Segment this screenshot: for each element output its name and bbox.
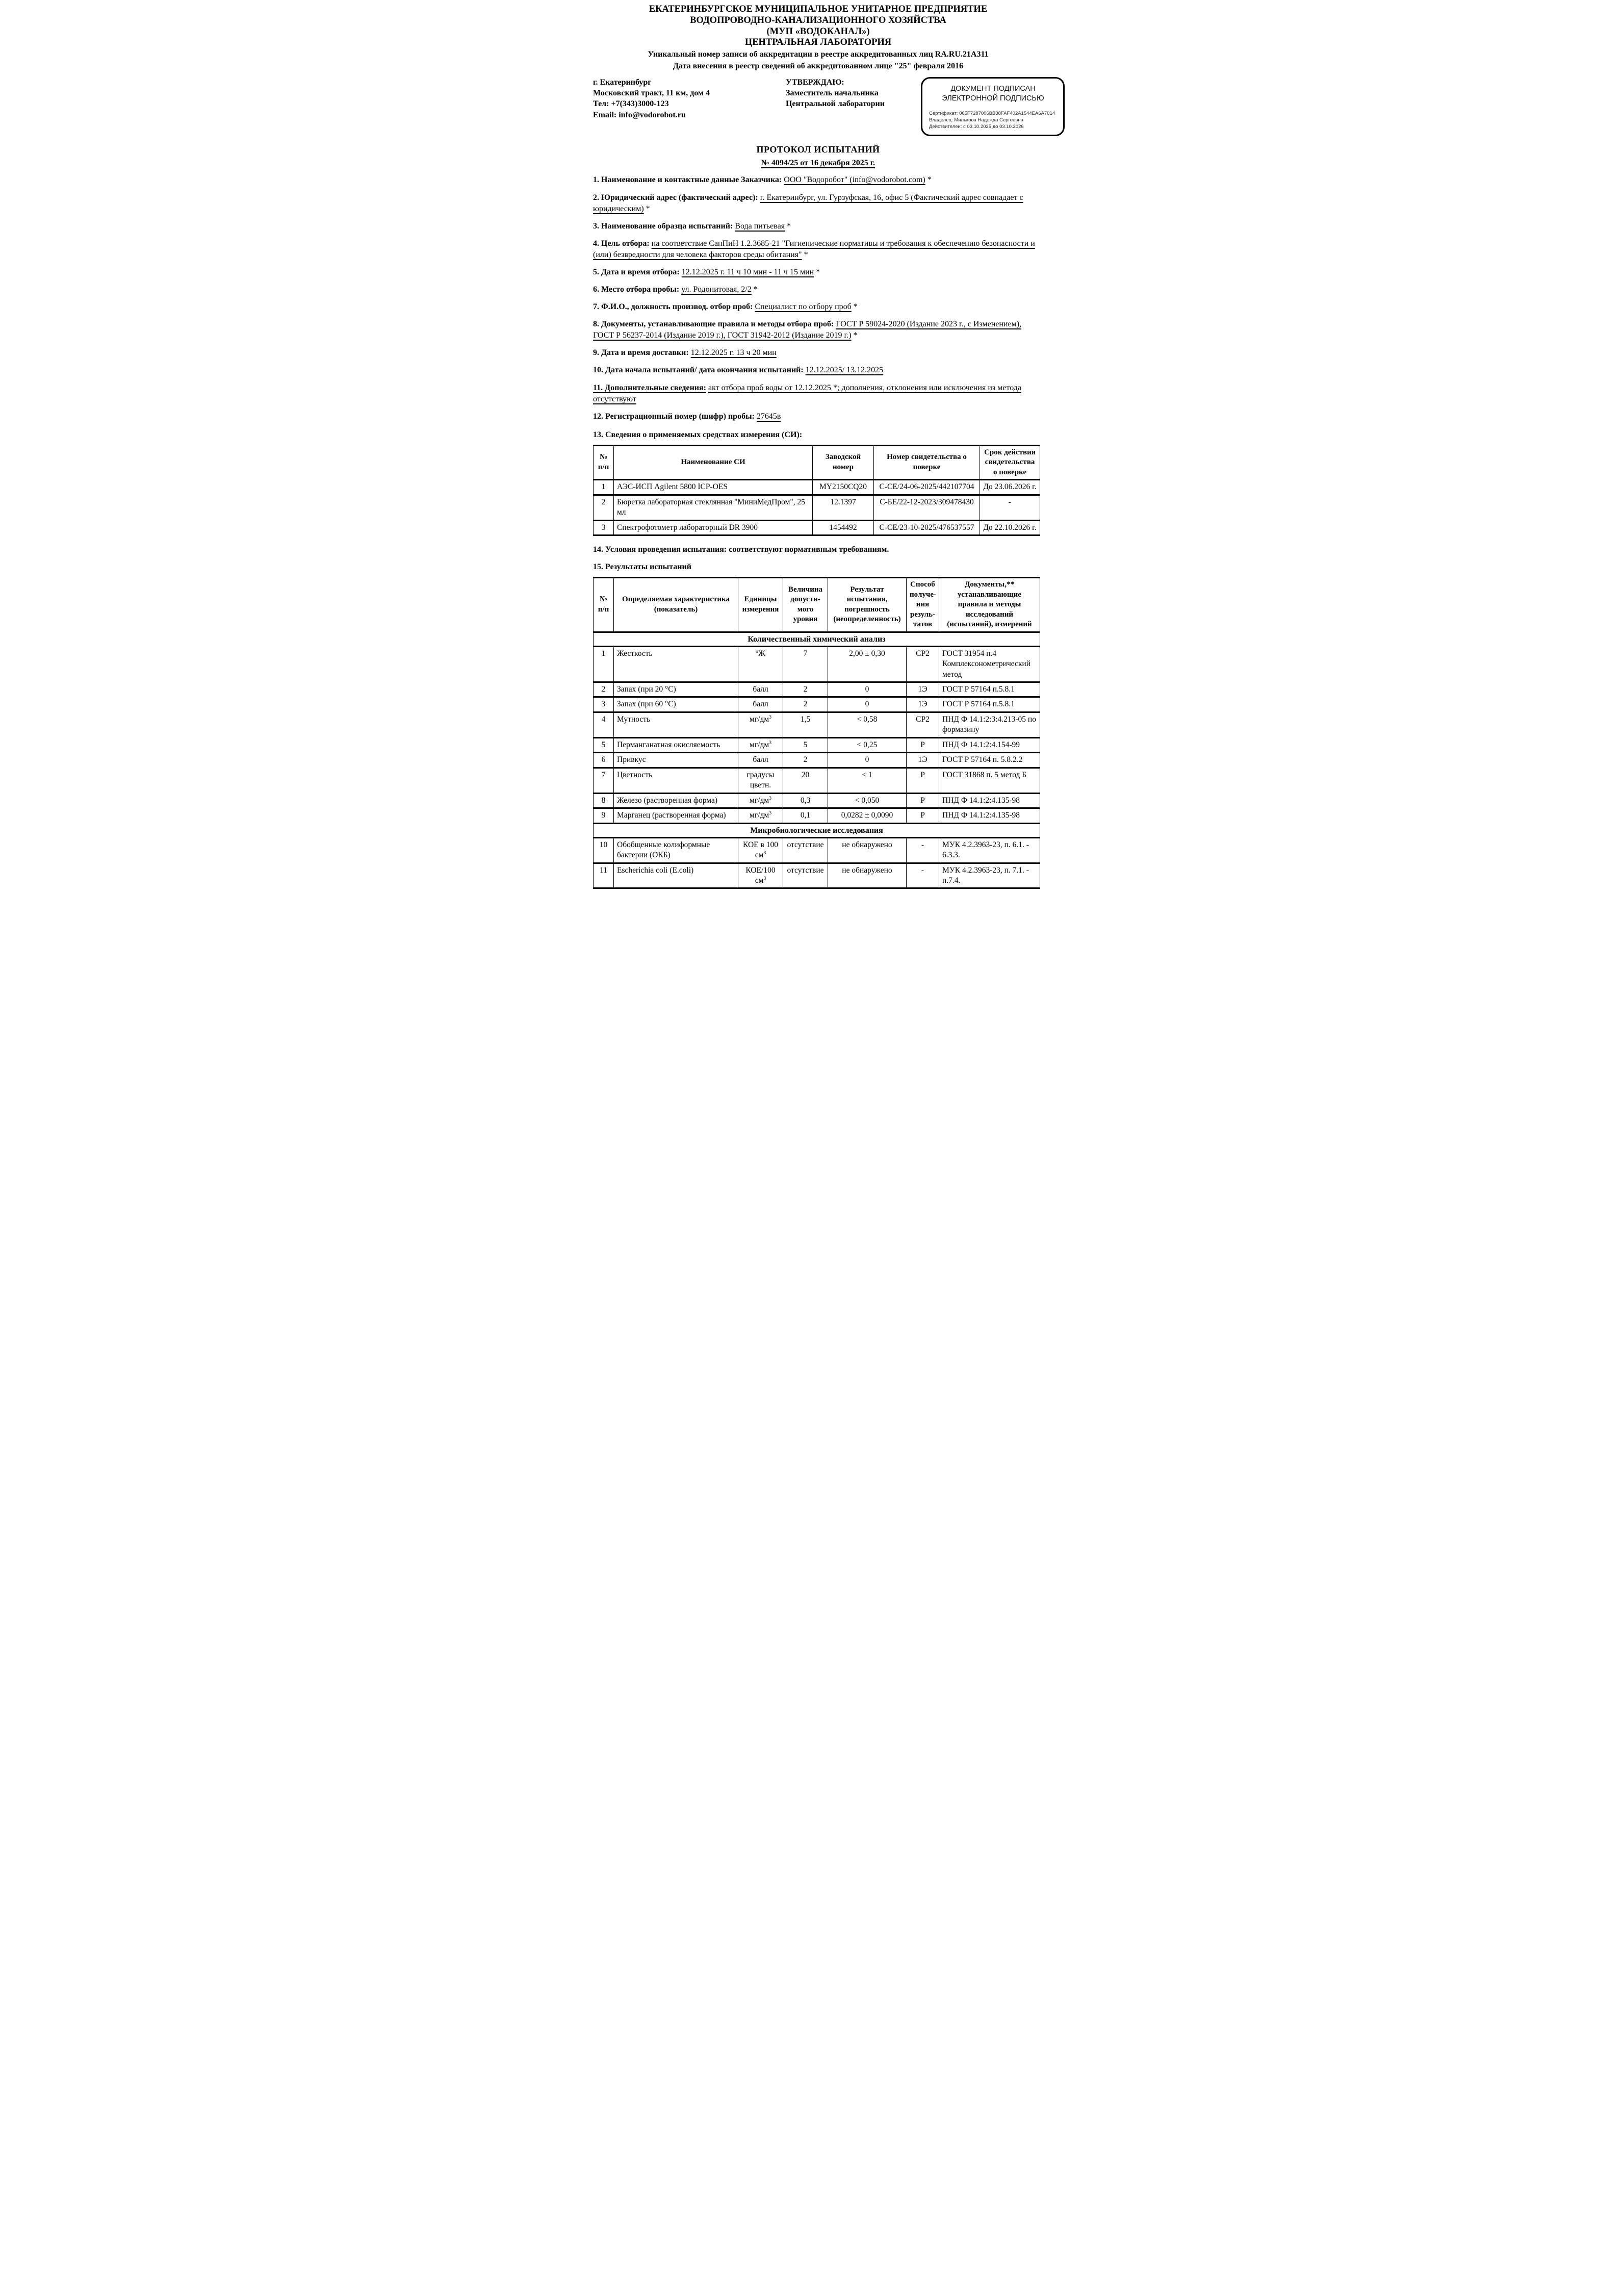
- result-6-method: 1Э: [907, 753, 939, 768]
- result-8-units: [738, 793, 783, 808]
- results-header-num: № п/п: [594, 578, 614, 632]
- si-row-2-num: 2: [594, 495, 614, 520]
- si-header-num: № п/п: [594, 445, 614, 480]
- item-6: [593, 284, 1043, 295]
- item-11: [593, 382, 1043, 405]
- item-7: [593, 301, 1043, 313]
- results-header-row: [594, 578, 1040, 632]
- stamp-validity: Действителен: с 03.10.2025 до 03.10.2026: [929, 124, 1024, 130]
- item-9: [593, 347, 1043, 359]
- result-10-unit-sup: 3: [763, 850, 766, 856]
- si-row-1-certificate: С-СЕ/24-06-2025/442107704: [874, 480, 980, 495]
- section-chemical: [594, 632, 1040, 646]
- result-1-level: 7: [783, 646, 828, 682]
- result-10-docs: МУК 4.2.3963-23, п. 6.1. - 6.3.3.: [939, 837, 1040, 863]
- title-block: [593, 144, 1043, 168]
- item-4-asterisk: *: [802, 250, 808, 259]
- si-header-validity: Срок действия свидетельства о поверке: [980, 445, 1040, 480]
- result-11-level: отсутствие: [783, 863, 828, 888]
- result-9-level: 0,1: [783, 808, 828, 823]
- item-3-value: Вода питьевая: [735, 221, 785, 231]
- page-title: ПРОТОКОЛ ИСПЫТАНИЙ: [756, 144, 880, 155]
- result-7-name: Цветность: [614, 768, 738, 793]
- result-10-num: 10: [594, 837, 614, 863]
- si-row-2: [594, 495, 1040, 520]
- item-9-value: 12.12.2025 г. 13 ч 20 мин: [690, 348, 777, 358]
- si-header-row: [594, 445, 1040, 480]
- result-9-method: Р: [907, 808, 939, 823]
- item-9-label: 9. Дата и время доставки:: [593, 348, 689, 358]
- results-header-docs: Документы,** устанавливающие правила и методы исследований (испытаний), измерений: [939, 578, 1040, 632]
- result-3-docs: ГОСТ Р 57164 п.5.8.1: [939, 697, 1040, 712]
- result-1-num: 1: [594, 646, 614, 682]
- approval-line-1: УТВЕРЖДАЮ:: [786, 78, 844, 87]
- result-8-num: 8: [594, 793, 614, 808]
- item-3-asterisk: *: [785, 221, 791, 231]
- result-6-num: 6: [594, 753, 614, 768]
- org-header: [593, 4, 1043, 72]
- item-6-label: 6. Место отбора пробы:: [593, 285, 680, 294]
- si-header-serial: Заводской номер: [813, 445, 874, 480]
- org-name-line-1: ЕКАТЕРИНБУРГСКОЕ МУНИЦИПАЛЬНОЕ УНИТАРНОЕ ПРЕДПРИЯТИЕ: [649, 4, 988, 14]
- item-5-asterisk: *: [814, 267, 820, 276]
- result-9-unit-base: мг/дм: [750, 811, 769, 820]
- result-6-unit-base: балл: [753, 755, 768, 764]
- item-8-asterisk: *: [851, 331, 858, 340]
- result-11-num: 11: [594, 863, 614, 888]
- item-12-value: 27645в: [756, 412, 781, 421]
- stamp-certificate: Сертификат: 065F7287006BB38FAF402A1544EA6A7014: [929, 110, 1055, 116]
- result-1-units: [738, 646, 783, 682]
- result-10-name: Обобщенные колиформные бактерии (ОКБ): [614, 837, 738, 863]
- result-8-method: Р: [907, 793, 939, 808]
- result-3-method: 1Э: [907, 697, 939, 712]
- item-5: [593, 267, 1043, 278]
- si-row-1-validity: До 23.06.2026 г.: [980, 480, 1040, 495]
- result-3-name: Запах (при 60 °С): [614, 697, 738, 712]
- document-page: [541, 0, 1082, 896]
- item-4-label: 4. Цель отбора:: [593, 239, 650, 248]
- item-11-label: 11. Дополнительные сведения:: [593, 383, 707, 392]
- result-7-units: [738, 768, 783, 793]
- result-11-units: [738, 863, 783, 888]
- item-5-label: 5. Дата и время отбора:: [593, 267, 680, 276]
- org-name-line-2: ВОДОПРОВОДНО-КАНАЛИЗАЦИОННОГО ХОЗЯЙСТВА: [690, 15, 946, 25]
- contact-city: г. Екатеринбург: [593, 78, 652, 87]
- si-row-2-name: Бюретка лабораторная стеклянная "МиниМедПром", 25 мл: [614, 495, 813, 520]
- contact-street: Московский тракт, 11 км, дом 4: [593, 89, 710, 98]
- item-12: [593, 411, 1043, 422]
- si-header-certificate: Номер свидетельства о поверке: [874, 445, 980, 480]
- item-4: [593, 238, 1043, 261]
- result-10-unit-base: КОЕ в 100 см: [743, 840, 778, 860]
- item-1-asterisk: *: [925, 175, 932, 185]
- item-2-asterisk: *: [643, 204, 650, 213]
- si-row-3-validity: До 22.10.2026 г.: [980, 520, 1040, 535]
- result-1-method: СР2: [907, 646, 939, 682]
- result-9-result: 0,0282 ± 0,0090: [828, 808, 907, 823]
- result-row-10: [594, 837, 1040, 863]
- result-5-name: Перманганатная окисляемость: [614, 737, 738, 752]
- result-8-result: < 0,050: [828, 793, 907, 808]
- si-row-2-certificate: С-БЕ/22-12-2023/309478430: [874, 495, 980, 520]
- result-row-4: [594, 712, 1040, 737]
- result-5-num: 5: [594, 737, 614, 752]
- result-10-method: -: [907, 837, 939, 863]
- item-7-value: Специалист по отбору проб: [755, 302, 852, 312]
- si-row-3-certificate: С-СЕ/23-10-2025/476537557: [874, 520, 980, 535]
- result-8-level: 0,3: [783, 793, 828, 808]
- item-8-value: ГОСТ Р 59024-2020 (Издание 2023 г., с Изменением), ГОСТ Р 56237-2014 (Издание 2019 г.), ГОСТ 31942-2012 (Издание 2019 г.): [593, 320, 1022, 340]
- result-2-result: 0: [828, 682, 907, 697]
- result-5-result: < 0,25: [828, 737, 907, 752]
- result-5-level: 5: [783, 737, 828, 752]
- result-2-name: Запах (при 20 °С): [614, 682, 738, 697]
- item-1-label: 1. Наименование и контактные данные Заказчика:: [593, 175, 782, 185]
- result-6-result: 0: [828, 753, 907, 768]
- contact-phone: Тел: +7(343)3000-123: [593, 99, 669, 109]
- result-6-docs: ГОСТ Р 57164 п. 5.8.2.2: [939, 753, 1040, 768]
- si-row-1: [594, 480, 1040, 495]
- result-1-unit-base: Ж: [758, 649, 765, 658]
- result-2-units: [738, 682, 783, 697]
- result-4-unit-sup: 3: [769, 714, 771, 720]
- result-3-unit-base: балл: [753, 700, 768, 709]
- result-2-method: 1Э: [907, 682, 939, 697]
- item-12-label: 12. Регистрационный номер (шифр) пробы:: [593, 412, 755, 421]
- si-row-2-serial: 12.1397: [813, 495, 874, 520]
- result-11-result: не обнаружено: [828, 863, 907, 888]
- result-row-7: [594, 768, 1040, 793]
- si-row-3-serial: 1454492: [813, 520, 874, 535]
- si-table: [593, 445, 1040, 536]
- result-9-name: Марганец (растворенная форма): [614, 808, 738, 823]
- result-10-units: [738, 837, 783, 863]
- result-7-method: Р: [907, 768, 939, 793]
- item-2-label: 2. Юридический адрес (фактический адрес):: [593, 193, 758, 202]
- results-table: [593, 577, 1040, 889]
- result-row-9: [594, 808, 1040, 823]
- item-11-value: акт отбора проб воды от 12.12.2025 *; дополнения, отклонения или исключения из метода отсутствуют: [593, 383, 1021, 403]
- items-section: [593, 174, 1043, 422]
- result-2-level: 2: [783, 682, 828, 697]
- result-8-docs: ПНД Ф 14.1:2:4.135-98: [939, 793, 1040, 808]
- approval-line-2: Заместитель начальника: [786, 89, 879, 98]
- result-11-name: Escherichia coli (E.coli): [614, 863, 738, 888]
- result-11-unit-sup: 3: [763, 875, 766, 881]
- result-4-unit-base: мг/дм: [750, 715, 769, 724]
- item-14-label: 14. Условия проведения испытания: соответствуют нормативным требованиям.: [593, 545, 889, 554]
- result-2-num: 2: [594, 682, 614, 697]
- item-4-value: на соответствие СанПиН 1.2.3685-21 "Гигиенические нормативы и требования к обеспечению безопасности и (или) безвредности для человека факторов среды обитания": [593, 239, 1035, 259]
- result-5-docs: ПНД Ф 14.1:2:4.154-99: [939, 737, 1040, 752]
- result-1-docs: ГОСТ 31954 п.4 Комплексонометрический метод: [939, 646, 1040, 682]
- info-row: [593, 77, 1055, 137]
- result-4-name: Мутность: [614, 712, 738, 737]
- stamp-title-line-1: ДОКУМЕНТ ПОДПИСАН: [950, 84, 1036, 93]
- result-row-5: [594, 737, 1040, 752]
- result-5-units: [738, 737, 783, 752]
- result-4-method: СР2: [907, 712, 939, 737]
- results-header-characteristic: Определяемая характеристика (показатель): [614, 578, 738, 632]
- result-row-1: [594, 646, 1040, 682]
- result-2-docs: ГОСТ Р 57164 п.5.8.1: [939, 682, 1040, 697]
- result-3-num: 3: [594, 697, 614, 712]
- result-11-method: -: [907, 863, 939, 888]
- result-10-result: не обнаружено: [828, 837, 907, 863]
- item-13-label: 13. Сведения о применяемых средствах измерения (СИ):: [593, 430, 803, 439]
- item-10-value: 12.12.2025/ 13.12.2025: [805, 366, 884, 375]
- result-10-level: отсутствие: [783, 837, 828, 863]
- item-6-asterisk: *: [751, 285, 758, 294]
- result-9-num: 9: [594, 808, 614, 823]
- results-header-level: Величина допусти- мого уровня: [783, 578, 828, 632]
- result-5-unit-base: мг/дм: [750, 740, 769, 749]
- item-8-label: 8. Документы, устанавливающие правила и методы отбора проб:: [593, 320, 834, 329]
- result-4-docs: ПНД Ф 14.1:2:3:4.213-05 по формазину: [939, 712, 1040, 737]
- result-7-level: 20: [783, 768, 828, 793]
- item-6-value: ул. Родонитовая, 2/2: [681, 285, 752, 294]
- result-4-result: < 0,58: [828, 712, 907, 737]
- item-3-label: 3. Наименование образца испытаний:: [593, 221, 733, 231]
- result-8-unit-base: мг/дм: [750, 796, 769, 805]
- si-row-3-name: Спектрофотометр лабораторный DR 3900: [614, 520, 813, 535]
- result-row-3: [594, 697, 1040, 712]
- result-row-8: [594, 793, 1040, 808]
- results-header-result: Результат испытания, погрешность (неопределенность): [828, 578, 907, 632]
- stamp-details: [929, 110, 1057, 131]
- results-header-method: Способ получе- ния резуль- татов: [907, 578, 939, 632]
- stamp-title-line-2: ЭЛЕКТРОННОЙ ПОДПИСЬЮ: [942, 94, 1044, 103]
- result-row-2: [594, 682, 1040, 697]
- si-header-name: Наименование СИ: [614, 445, 813, 480]
- result-row-11: [594, 863, 1040, 888]
- result-11-unit-base: КОЕ/100 см: [745, 865, 776, 885]
- item-1: [593, 174, 1043, 186]
- section-chemical-title: Количественный химический анализ: [594, 632, 1040, 646]
- section-microbiology: [594, 823, 1040, 837]
- result-3-units: [738, 697, 783, 712]
- result-6-level: 2: [783, 753, 828, 768]
- org-name-line-3: (МУП «ВОДОКАНАЛ»): [766, 26, 870, 37]
- result-7-unit-base: градусы цветн.: [746, 770, 775, 790]
- result-5-method: Р: [907, 737, 939, 752]
- si-row-3: [594, 520, 1040, 535]
- contact-email: Email: info@vodorobot.ru: [593, 110, 686, 119]
- si-row-3-num: 3: [594, 520, 614, 535]
- result-8-name: Железо (растворенная форма): [614, 793, 738, 808]
- result-4-level: 1,5: [783, 712, 828, 737]
- item-7-asterisk: *: [851, 302, 858, 312]
- result-8-unit-sup: 3: [769, 795, 771, 801]
- result-row-6: [594, 753, 1040, 768]
- si-row-1-num: 1: [594, 480, 614, 495]
- item-2: [593, 192, 1043, 215]
- result-3-result: 0: [828, 697, 907, 712]
- result-9-docs: ПНД Ф 14.1:2:4.135-98: [939, 808, 1040, 823]
- item-10: [593, 365, 1043, 376]
- result-4-num: 4: [594, 712, 614, 737]
- result-1-name: Жесткость: [614, 646, 738, 682]
- electronic-signature-stamp: [921, 77, 1065, 137]
- item-15-label: 15. Результаты испытаний: [593, 563, 691, 572]
- result-6-name: Привкус: [614, 753, 738, 768]
- result-7-result: < 1: [828, 768, 907, 793]
- approval-line-3: Центральной лаборатории: [786, 99, 885, 109]
- stamp-owner: Владелец: Милькова Надежда Сергеевна: [929, 117, 1023, 123]
- result-7-docs: ГОСТ 31868 п. 5 метод Б: [939, 768, 1040, 793]
- result-1-result: 2,00 ± 0,30: [828, 646, 907, 682]
- item-1-value: ООО "Водоробот" (info@vodorobot.com): [784, 175, 925, 185]
- item-8: [593, 319, 1043, 341]
- approval-block: [786, 77, 914, 110]
- org-name-line-4: ЦЕНТРАЛЬНАЯ ЛАБОРАТОРИЯ: [744, 37, 892, 48]
- accreditation-line-2: Дата внесения в реестр сведений об аккредитованном лице "25" февраля 2016: [673, 62, 963, 71]
- si-row-1-name: АЭС-ИСП Agilent 5800 ICP-OES: [614, 480, 813, 495]
- result-9-unit-sup: 3: [769, 810, 771, 816]
- stamp-title: [929, 84, 1057, 104]
- result-3-level: 2: [783, 697, 828, 712]
- result-6-units: [738, 753, 783, 768]
- result-9-units: [738, 808, 783, 823]
- result-5-unit-sup: 3: [769, 739, 771, 746]
- section-microbiology-title: Микробиологические исследования: [594, 823, 1040, 837]
- result-1-unit-presup: о: [756, 648, 758, 654]
- item-5-value: 12.12.2025 г. 11 ч 10 мин - 11 ч 15 мин: [681, 267, 814, 276]
- protocol-number: № 4094/25 от 16 декабря 2025 г.: [761, 159, 875, 168]
- si-row-2-validity: -: [980, 495, 1040, 520]
- si-row-1-serial: MY2150CQ20: [813, 480, 874, 495]
- accreditation-line-1: Уникальный номер записи об аккредитации в реестре аккредитованных лиц RA.RU.21А311: [648, 50, 989, 59]
- result-2-unit-base: балл: [753, 685, 768, 694]
- item-2-value: г. Екатеринбург, ул. Гурзуфская, 16, офис 5 (Фактический адрес совпадает с юридическим): [593, 193, 1023, 213]
- item-3: [593, 221, 1043, 232]
- lab-contacts: [593, 77, 752, 120]
- result-11-docs: МУК 4.2.3963-23, п. 7.1. - п.7.4.: [939, 863, 1040, 888]
- result-7-num: 7: [594, 768, 614, 793]
- results-header-units: Единицы измерения: [738, 578, 783, 632]
- item-7-label: 7. Ф.И.О., должность производ. отбор проб:: [593, 302, 753, 312]
- result-4-units: [738, 712, 783, 737]
- item-10-label: 10. Дата начала испытаний/ дата окончания испытаний:: [593, 366, 804, 375]
